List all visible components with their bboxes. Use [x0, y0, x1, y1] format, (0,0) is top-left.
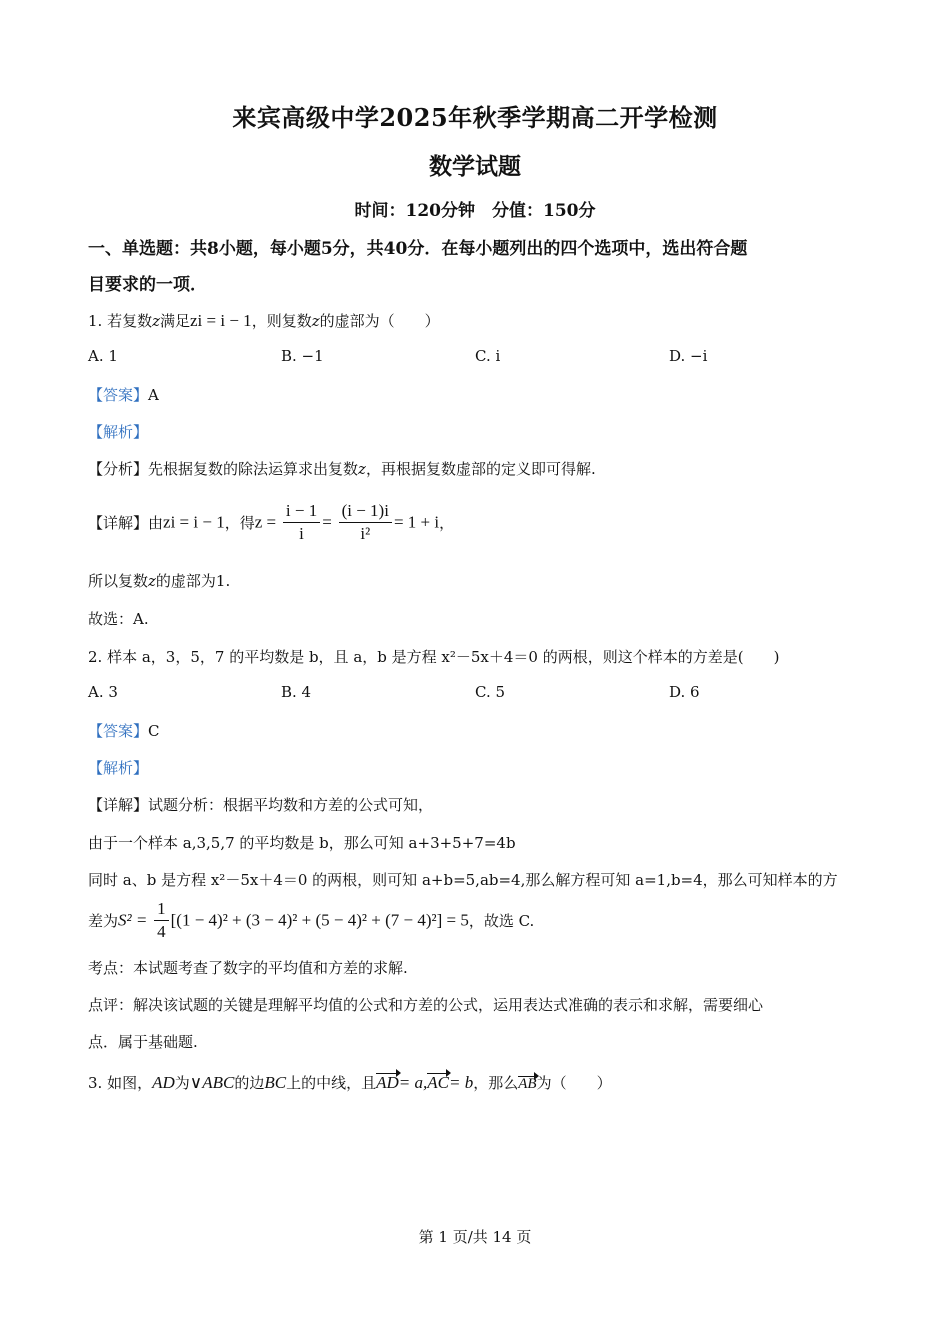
q2-detail-3: 同时 a、b 是方程 x²－5x＋4＝0 的两根，则可知 a+b=5,ab=4,那么解方程可知 a=1,b=4，那么可知样本的方 [88, 871, 838, 889]
q3-stem: 3. 如图，AD为∨ABC的边BC上的中线，且AD= a,AC= b，那么AB为（ ） [88, 1073, 612, 1092]
q1-detail: 【详解】由zi = i − 1，得z = $\frac{i - 1}{i}$ = $\frac{(i - 1)i}{\text{i²}}$ = 1 + i， [88, 501, 455, 543]
q2-option-b: B. 4 [281, 683, 312, 701]
q1-answer: 【答案】A [88, 386, 159, 404]
q2-option-c: C. 5 [475, 683, 506, 701]
q1-option-d: D. −i [669, 347, 708, 365]
q1-option-b: B. −1 [281, 347, 324, 365]
q2-option-d: D. 6 [669, 683, 700, 701]
section-heading-line2: 目要求的一项． [88, 275, 207, 295]
fraction: $\frac{i - 1}{i}$ [283, 500, 320, 545]
q2-dianping-2: 点．属于基础题. [88, 1033, 198, 1051]
q2-jiexi: 【解析】 [88, 759, 149, 777]
q1-analysis: 【分析】先根据复数的除法运算求出复数z，再根据复数虚部的定义即可得解. [88, 460, 596, 478]
q2-stem: 2. 样本 a，3，5，7 的平均数是 b，且 a，b 是方程 x²－5x＋4＝0 的两根，则这个样本的方差是( ) [88, 648, 780, 666]
q1-option-a: A. 1 [88, 347, 118, 365]
q1-choose: 故选：A. [88, 610, 149, 628]
page-subtitle: 数学试题 [429, 153, 521, 180]
q2-option-a: A. 3 [88, 683, 118, 701]
q1-jiexi: 【解析】 [88, 423, 149, 441]
q2-detail-2: 由于一个样本 a,3,5,7 的平均数是 b，那么可知 a+3+5+7=4b [88, 834, 516, 852]
q1-stem: 1. 若复数z满足zi = i − 1，则复数z的虚部为（ ） [88, 311, 440, 330]
fraction: $\frac{(i - 1)i}{\text{i²}}$ [339, 500, 392, 545]
section-heading-line1: 一、单选题：共8小题，每小题5分，共40分．在每小题列出的四个选项中，选出符合题 [88, 239, 748, 259]
q2-dianping-1: 点评：解决该试题的关键是理解平均值的公式和方差的公式，运用表达式准确的表示和求解，需要细心 [88, 996, 764, 1014]
q2-kaodian: 考点：本试题考查了数字的平均值和方差的求解. [88, 959, 408, 977]
exam-meta: 时间：120分钟 分值：150分 [354, 201, 596, 221]
q1-option-c: C. i [475, 347, 501, 365]
q2-answer: 【答案】C [88, 722, 160, 740]
page-title: 来宾高级中学2025年秋季学期高二开学检测 [232, 103, 718, 132]
fraction: $\frac{1}{4}$ [154, 898, 169, 943]
q2-variance-formula: 差为S² = $\frac{1}{4}$ [(1 − 4)² + (3 − 4)² + (5 − 4)² + (7 − 4)²] = 5，故选 C. [88, 899, 535, 941]
q2-detail-1: 【详解】试题分析：根据平均数和方差的公式可知， [88, 796, 434, 814]
q1-conclusion: 所以复数z的虚部为1. [88, 572, 231, 590]
page-footer: 第 1 页/共 14 页 [418, 1228, 532, 1246]
